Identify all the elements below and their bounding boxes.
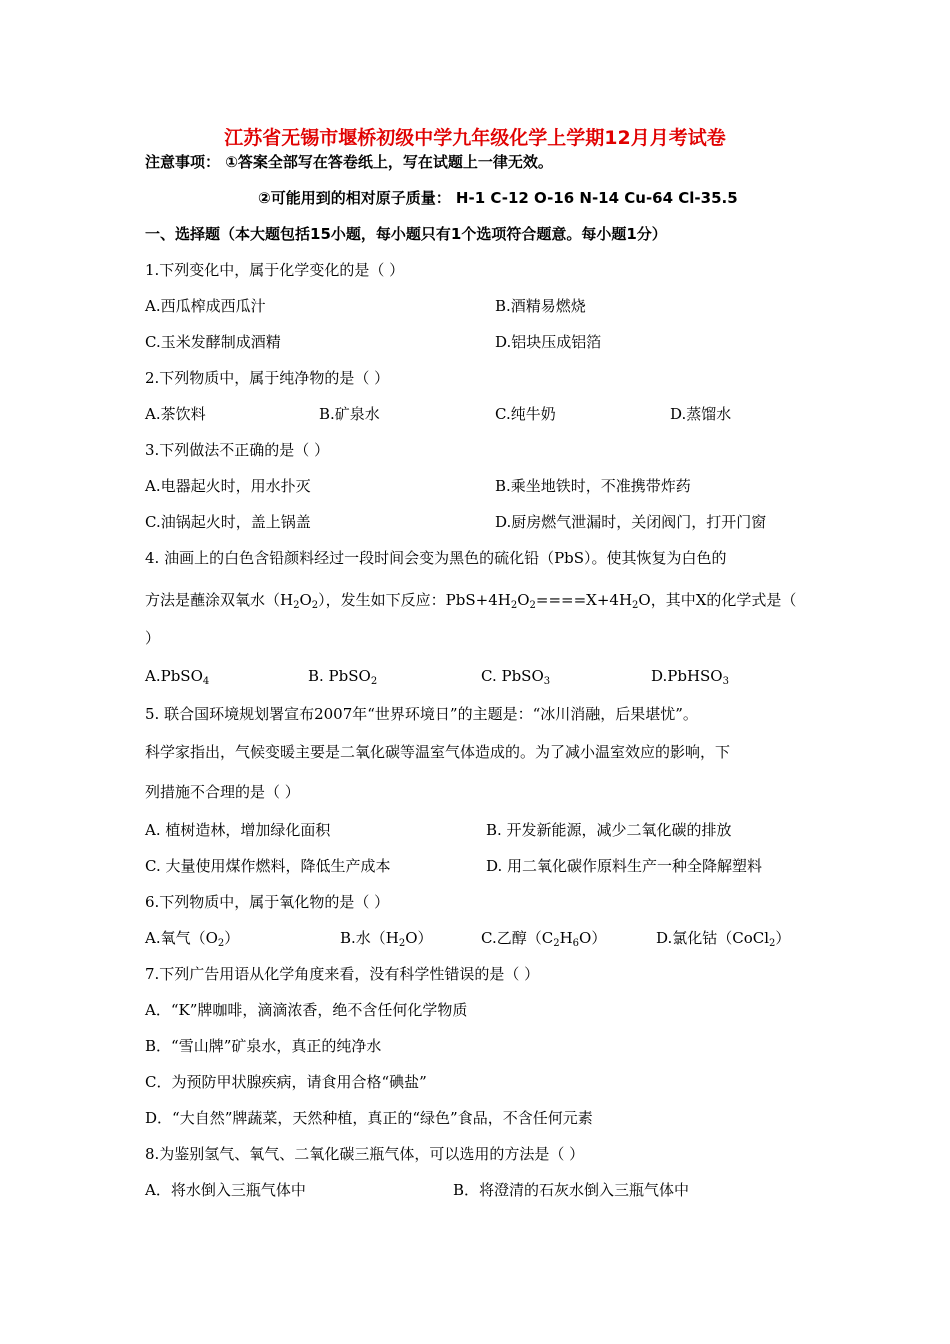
question-5-line-1: 5. 联合国环境规划署宣布2007年“世界环境日”的主题是：“冰川消融，后果堪忧”。: [145, 705, 698, 723]
q2-option-b: B.矿泉水: [319, 405, 380, 423]
q3-option-d: D.厨房燃气泄漏时，关闭阀门，打开门窗: [495, 513, 767, 531]
question-5-line-2: 科学家指出，气候变暖主要是二氧化碳等温室气体造成的。为了减小温室效应的影响，下: [145, 743, 731, 761]
q3-option-b: B.乘坐地铁时，不准携带炸药: [495, 477, 691, 495]
q7-option-d: D．“大自然”牌蔬菜，天然种植，真正的“绿色”食品，不含任何元素: [145, 1109, 593, 1127]
q6-option-b: B.水$(H_2O)$: [340, 929, 433, 949]
q1-option-d: D.铝块压成铝箔: [495, 333, 602, 351]
question-3-stem: 3.下列做法不正确的是（ ）: [145, 441, 330, 459]
q5-option-d: D. 用二氧化碳作原料生产一种全降解塑料: [486, 857, 763, 875]
q5-option-b: B. 开发新能源，减少二氧化碳的排放: [486, 821, 732, 839]
q1-option-c: C.玉米发酵制成酒精: [145, 333, 281, 351]
page-title: 江苏省无锡市堰桥初级中学九年级化学上学期12月月考试卷: [224, 127, 726, 149]
question-4-line-1: 4. 油画上的白色含铅颜料经过一段时间会变为黑色的硫化铅（PbS）。使其恢复为白色的: [145, 549, 727, 567]
q2-option-d: D.蒸馏水: [670, 405, 732, 423]
q8-option-b: B．将澄清的石灰水倒入三瓶气体中: [453, 1181, 690, 1199]
q4-option-c: C. PbSO$_3$: [481, 667, 551, 687]
q6-option-c: C.乙醇$(C_2H_6O)$: [481, 929, 607, 949]
q4-option-a: A.PbSO$_4$: [145, 667, 210, 687]
q7-option-a: A．“K”牌咖啡，滴滴浓香，绝不含任何化学物质: [145, 1001, 468, 1019]
q2-option-a: A.茶饮料: [145, 405, 206, 423]
question-2-stem: 2.下列物质中，属于纯净物的是（ ）: [145, 369, 390, 387]
question-4-line-2: 方法是蘸涂双氧水$(H_2O_2)$，发生如下反应：$PbS+4H_2O_2====X+4H_2O$，其中X的化学式是（: [145, 591, 797, 611]
q6-option-d: D.氯化钴（CoCl$_2$）: [656, 929, 791, 949]
notes-line-2: ②可能用到的相对原子质量： H-1 C-12 O-16 N-14 Cu-64 Cl-35.5: [258, 189, 738, 207]
q4-option-b: B. PbSO$_2$: [308, 667, 378, 687]
notes-line-1: 注意事项： ①答案全部写在答卷纸上，写在试题上一律无效。: [145, 153, 553, 171]
q8-option-a: A．将水倒入三瓶气体中: [145, 1181, 306, 1199]
question-4-line-3: ）: [145, 629, 161, 647]
q7-option-b: B．“雪山牌”矿泉水，真正的纯净水: [145, 1037, 382, 1055]
q3-option-c: C.油锅起火时，盖上锅盖: [145, 513, 311, 531]
section-heading: 一、选择题（本大题包括15小题，每小题只有1个选项符合题意。每小题1分）: [145, 225, 667, 243]
question-5-line-3: 列措施不合理的是（ ）: [145, 783, 300, 801]
q1-option-a: A.西瓜榨成西瓜汁: [145, 297, 266, 315]
question-7-stem: 7.下列广告用语从化学角度来看，没有科学性错误的是（ ）: [145, 965, 540, 983]
question-8-stem: 8.为鉴别氢气、氧气、二氧化碳三瓶气体，可以选用的方法是（ ）: [145, 1145, 585, 1163]
q1-option-b: B.酒精易燃烧: [495, 297, 586, 315]
q6-option-a: A.氧气$(O_2)$: [145, 929, 240, 949]
q7-option-c: C．为预防甲状腺疾病，请食用合格“碘盐”: [145, 1073, 427, 1091]
q4-option-d: D.PbHSO$_3$: [651, 667, 729, 687]
q3-option-a: A.电器起火时，用水扑灭: [145, 477, 311, 495]
q5-option-c: C. 大量使用煤作燃料，降低生产成本: [145, 857, 391, 875]
question-6-stem: 6.下列物质中，属于氧化物的是（ ）: [145, 893, 390, 911]
question-1-stem: 1.下列变化中，属于化学变化的是（ ）: [145, 261, 405, 279]
q5-option-a: A. 植树造林，增加绿化面积: [145, 821, 331, 839]
q2-option-c: C.纯牛奶: [495, 405, 556, 423]
